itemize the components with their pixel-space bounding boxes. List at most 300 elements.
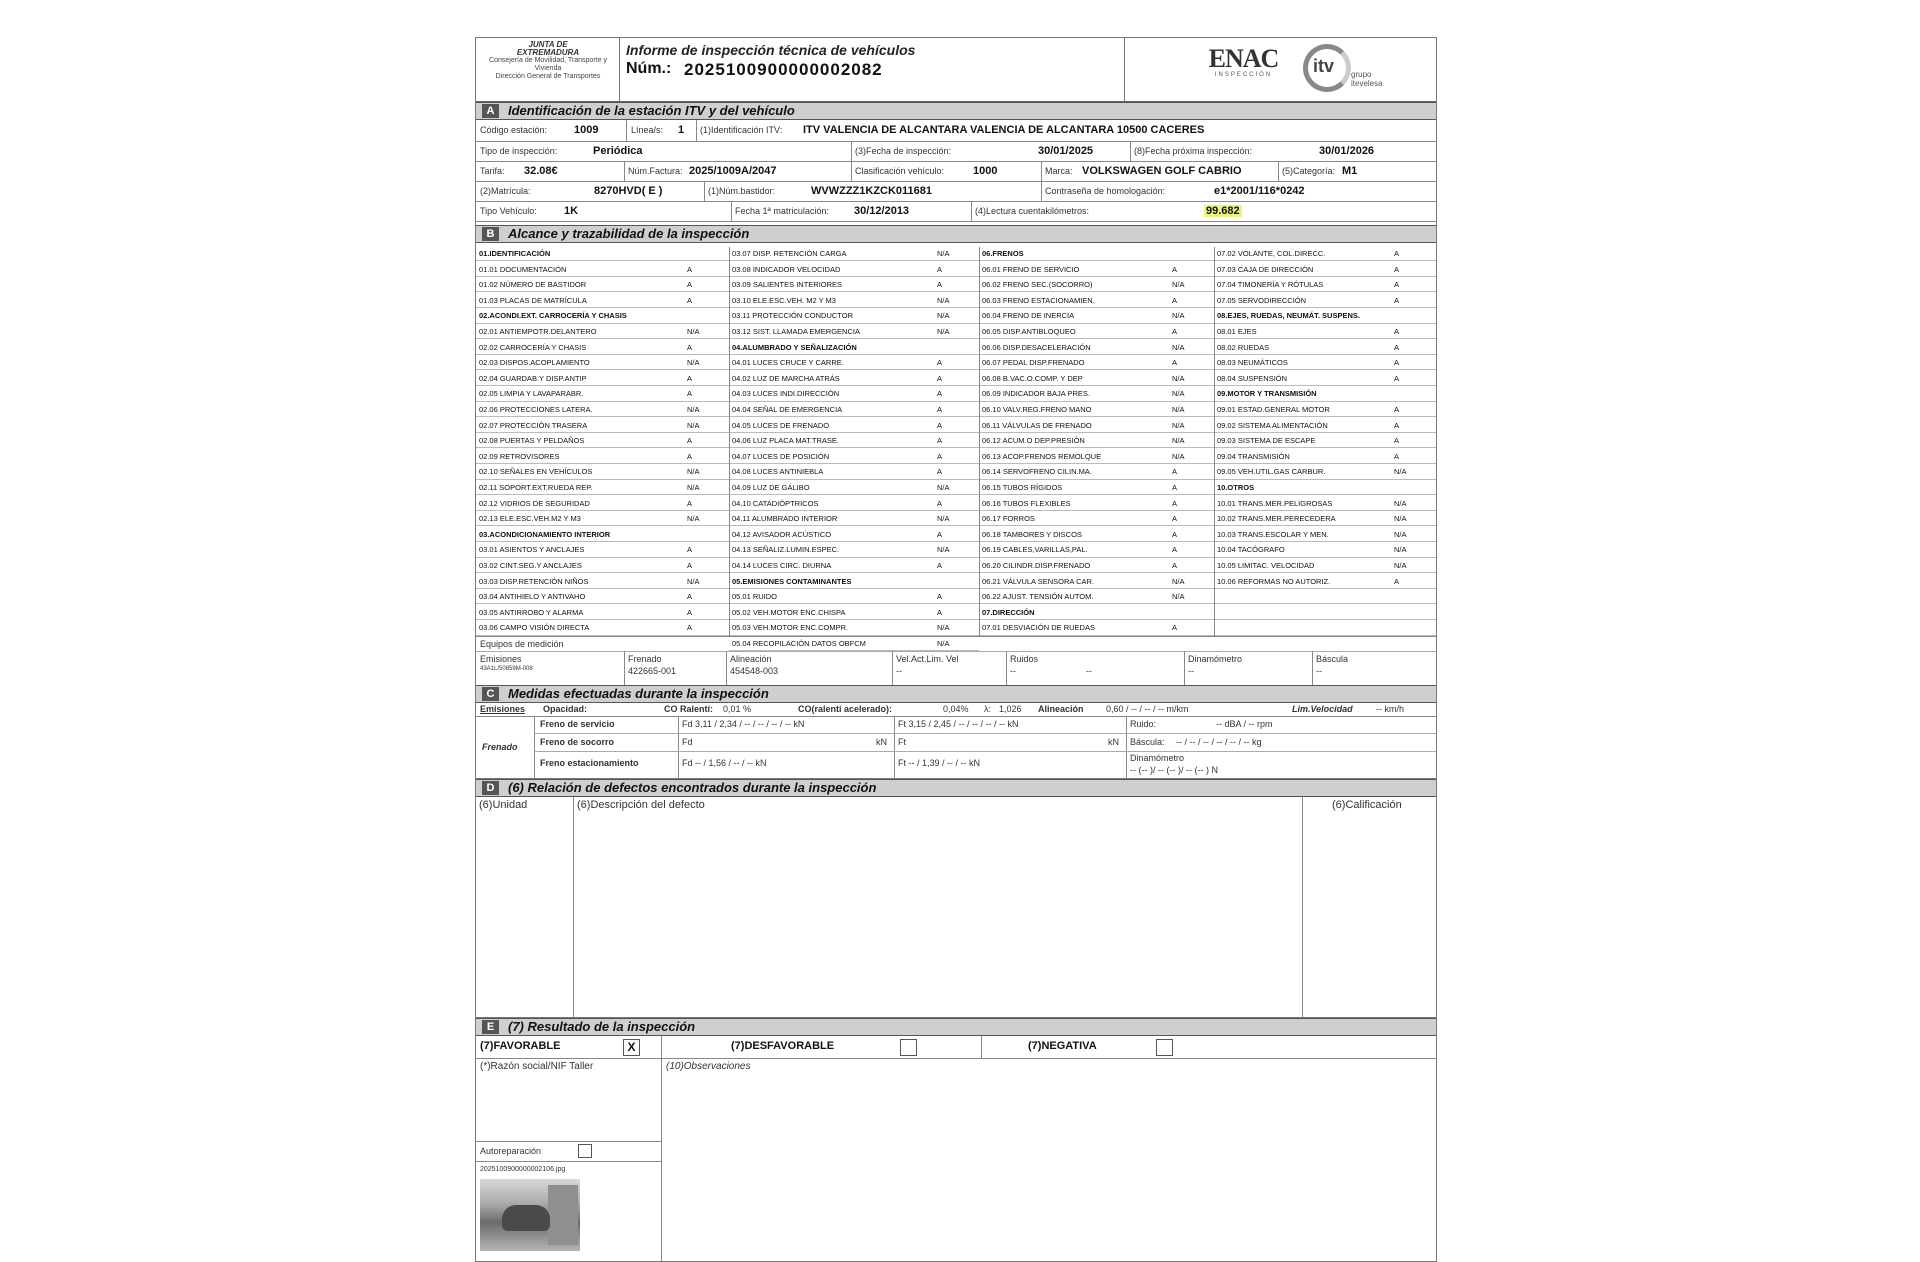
scope-item-label: 02.12 VIDRIOS DE SEGURIDAD bbox=[479, 498, 590, 508]
scope-item-result: A bbox=[687, 264, 693, 274]
scope-item-label: 09.05 VEH.UTIL.GAS CARBUR. bbox=[1217, 467, 1326, 477]
inspection-scope-table bbox=[476, 247, 1436, 648]
scope-item bbox=[729, 528, 979, 542]
scope-item-result: N/A bbox=[937, 327, 950, 336]
row-station: Código estación: 1009 Línea/s: 1 (1)Identificación ITV: ITV VALENCIA DE ALCANTARA VALENCIA DE ALCANTARA 10500 CACERES bbox=[476, 120, 1436, 142]
scope-item bbox=[476, 559, 729, 573]
scope-item-result: A bbox=[687, 498, 693, 508]
header-divider bbox=[619, 38, 620, 101]
scope-item-label: 05.02 VEH.MOTOR ENC.CHISPA bbox=[732, 607, 846, 617]
emissions-measurements: Emisiones Opacidad: CO Ralentí: 0,01 % CO(ralentí acelerado): 0,04% λ: 1,026 Alineación 0,60 / -- / -- / -- m/km Lim.Velocidad -- km/h bbox=[476, 703, 1436, 717]
row-plate: (2)Matrícula: 8270HVD( E ) (1)Núm.bastidor: WVWZZZ1KZCK011681 Contraseña de homologación: e1*2001/116*0242 bbox=[476, 182, 1436, 202]
scope-item bbox=[979, 434, 1214, 448]
scope-item-label: 07.01 DESVIACIÓN DE RUEDAS bbox=[982, 623, 1095, 633]
header-divider bbox=[1124, 38, 1125, 101]
scope-item-label: 09.04 TRANSMISIÓN bbox=[1217, 451, 1290, 461]
scope-item bbox=[729, 372, 979, 386]
scope-item-label: 06.21 VÁLVULA SENSORA CAR. bbox=[982, 576, 1094, 586]
scope-item-result: N/A bbox=[687, 483, 700, 492]
scope-item-label: 06.FRENOS bbox=[982, 249, 1024, 258]
scope-item bbox=[729, 356, 979, 370]
scope-item-label: 10.06 REFORMAS NO AUTORIZ. bbox=[1217, 576, 1331, 586]
scope-item-label: 01.01 DOCUMENTACIÓN bbox=[479, 264, 567, 274]
scope-item-result: A bbox=[937, 607, 943, 617]
scope-item bbox=[979, 528, 1214, 542]
vehicle-photo bbox=[480, 1179, 580, 1251]
scope-item bbox=[979, 465, 1214, 479]
scope-item-label: 03.03 DISP.RETENCIÓN NIÑOS bbox=[479, 576, 589, 586]
scope-item-label: 04.05 LUCES DE FRENADO bbox=[732, 420, 830, 430]
scope-item bbox=[979, 543, 1214, 557]
scope-item-label: 09.01 ESTAD.GENERAL MOTOR bbox=[1217, 405, 1330, 414]
braking-measurements: Frenado Freno de servicio Fd 3,11 / 2,34 / -- / -- / -- / -- kN Ft 3,15 / 2,45 / -- / -- / -- / -- kN Ruido: -- dBA / -- rpm Freno de socorro Fd kN Ft kN Báscula: -- / -- / -- / -- / -- / -- kg Freno estacionamiento Fd -- / 1,56 / -- / -- kN Ft -- / 1,39 / -- / -- kN Dinamómetro -- (-- )/ -- (-- )/ -- (-- ) N bbox=[476, 717, 1436, 779]
scope-item-label: 06.02 FRENO SEC.(SOCORRO) bbox=[982, 280, 1093, 290]
scope-item bbox=[476, 419, 729, 433]
scope-item-label: 04.07 LUCES DE POSICIÓN bbox=[732, 451, 830, 461]
scope-item-label: 02.11 SOPORT.EXT.RUEDA REP. bbox=[479, 483, 593, 492]
scope-item-result: A bbox=[937, 280, 943, 290]
scope-item bbox=[476, 512, 729, 526]
scope-item bbox=[979, 403, 1214, 417]
scope-item bbox=[979, 497, 1214, 511]
scope-item-label: 04.06 LUZ PLACA MAT.TRASE. bbox=[732, 436, 839, 446]
scope-item-label: 06.20 CILINDR.DISP.FRENADO bbox=[982, 561, 1091, 570]
scope-item-result: N/A bbox=[937, 295, 950, 305]
scope-item-result: A bbox=[687, 545, 693, 555]
scope-item-label: 04.09 LUZ DE GÁLIBO bbox=[732, 483, 810, 492]
scope-item-result: N/A bbox=[687, 576, 700, 586]
scope-item-label: 03.05 ANTIRROBO Y ALARMA bbox=[479, 607, 584, 617]
station-code: 1009 bbox=[574, 124, 599, 136]
scope-item-result: N/A bbox=[1172, 436, 1185, 446]
scope-item bbox=[476, 606, 729, 620]
scope-item-label: 04.ALUMBRADO Y SEÑALIZACIÓN bbox=[732, 342, 857, 352]
scope-item-result: N/A bbox=[687, 358, 700, 368]
scope-item-result: A bbox=[1172, 545, 1178, 555]
section-c-header: C Medidas efectuadas durante la inspección bbox=[476, 685, 1436, 703]
scope-item-label: 05.04 RECOPILACIÓN DATOS OBFCM bbox=[732, 639, 866, 648]
scope-item-label: 08.EJES, RUEDAS, NEUMÁT. SUSPENS. bbox=[1217, 311, 1360, 321]
scope-item-result: N/A bbox=[1394, 529, 1407, 539]
scope-item bbox=[979, 481, 1214, 495]
inspection-result-row: (7)FAVORABLE X (7)DESFAVORABLE (7)NEGATIVA bbox=[476, 1036, 1436, 1059]
scope-item-label: 06.03 FRENO ESTACIONAMIEN. bbox=[982, 295, 1095, 305]
scope-item bbox=[979, 575, 1214, 589]
scope-item-label: 06.01 FRENO DE SERVICIO bbox=[982, 264, 1080, 274]
scope-item bbox=[729, 497, 979, 511]
scope-item-result: N/A bbox=[937, 639, 950, 648]
scope-item-result: A bbox=[1394, 264, 1400, 274]
scope-item bbox=[729, 387, 979, 401]
scope-item-result: A bbox=[1394, 249, 1400, 258]
scope-item bbox=[1214, 247, 1436, 261]
scope-item-label: 04.01 LUCES CRUCE Y CARRE. bbox=[732, 358, 844, 368]
scope-item bbox=[1214, 450, 1436, 464]
scope-item-result: N/A bbox=[1394, 545, 1407, 555]
scope-item bbox=[476, 481, 729, 495]
car-image bbox=[502, 1205, 550, 1231]
scope-item-label: 01.03 PLACAS DE MATRÍCULA bbox=[479, 295, 587, 305]
scope-item-result: N/A bbox=[1172, 451, 1185, 461]
result-details: (*)Razón social/NIF Taller (10)Observaciones Autoreparación 2025100900000002106.jpg bbox=[476, 1059, 1436, 1261]
scope-item-label: 06.12 ACUM.O DEP.PRESIÓN bbox=[982, 436, 1085, 446]
scope-item-result: A bbox=[1172, 467, 1178, 477]
section-e-header: E (7) Resultado de la inspección bbox=[476, 1018, 1436, 1036]
scope-item-result: N/A bbox=[687, 514, 700, 524]
favorable-checkbox[interactable]: X bbox=[623, 1039, 640, 1056]
scope-item bbox=[476, 403, 729, 417]
scope-item bbox=[1214, 403, 1436, 417]
negativa-checkbox[interactable] bbox=[1156, 1039, 1173, 1056]
row-vehicle-type: Tipo Vehículo: 1K Fecha 1ª matriculación: 30/12/2013 (4)Lectura cuentakilómetros: 99.682 bbox=[476, 202, 1436, 222]
scope-item bbox=[979, 450, 1214, 464]
scope-item-result: A bbox=[687, 373, 693, 383]
scope-item-result: A bbox=[1394, 342, 1400, 352]
vehicle-make: VOLKSWAGEN GOLF CABRIO bbox=[1082, 165, 1242, 177]
scope-item bbox=[729, 606, 979, 620]
scope-item-label: 04.10 CATADIÓPTRICOS bbox=[732, 498, 819, 508]
scope-item-result: A bbox=[1172, 529, 1178, 539]
scope-item-result: A bbox=[937, 467, 943, 477]
scope-item-label: 04.04 SEÑAL DE EMERGENCIA bbox=[732, 405, 843, 414]
scope-item-result: A bbox=[1172, 561, 1178, 570]
scope-item bbox=[979, 341, 1214, 355]
scope-item-result: N/A bbox=[1172, 280, 1185, 290]
scope-item-label: 02.ACONDI.EXT. CARROCERÍA Y CHASIS bbox=[479, 311, 627, 321]
scope-item bbox=[1214, 543, 1436, 557]
scope-item-result: A bbox=[687, 389, 693, 399]
scope-item-label: 02.04 GUARDAB.Y DISP.ANTIP bbox=[479, 373, 587, 383]
scope-item-result: A bbox=[687, 342, 693, 352]
row-tariff: Tarifa: 32.08€ Núm.Factura: 2025/1009A/2047 Clasificación vehículo: 1000 Marca: VOLKSWAGEN GOLF CABRIO (5)Categoría: M1 bbox=[476, 162, 1436, 182]
scope-item bbox=[979, 606, 1214, 620]
scope-item-label: 06.05 DISP.ANTIBLOQUEO bbox=[982, 327, 1076, 336]
scope-item bbox=[476, 543, 729, 557]
enac-logo: ENAC INSPECCIÓN bbox=[1208, 44, 1279, 78]
scope-item-label: 05.EMISIONES CONTAMINANTES bbox=[732, 576, 852, 586]
scope-item-result: A bbox=[1394, 436, 1400, 446]
scope-item-result: A bbox=[937, 373, 943, 383]
scope-item bbox=[476, 621, 729, 635]
scope-item-result: A bbox=[937, 436, 943, 446]
scope-item bbox=[476, 278, 729, 292]
scope-item bbox=[476, 309, 729, 323]
scope-item-label: 04.11 ALUMBRADO INTERIOR bbox=[732, 514, 838, 524]
scope-item-result: N/A bbox=[937, 545, 950, 555]
scope-item-label: 03.01 ASIENTOS Y ANCLAJES bbox=[479, 545, 585, 555]
scope-item-result: A bbox=[937, 420, 943, 430]
scope-item-result: A bbox=[937, 264, 943, 274]
scope-item-result: A bbox=[687, 623, 693, 633]
scope-item-result: A bbox=[1394, 373, 1400, 383]
scope-item-result: N/A bbox=[1172, 420, 1185, 430]
scope-item-label: 03.09 SALIENTES INTERIORES bbox=[732, 280, 843, 290]
scope-item-result: A bbox=[1172, 498, 1178, 508]
scope-item-result: A bbox=[687, 280, 693, 290]
scope-item-label: 02.07 PROTECCIÓN TRASERA bbox=[479, 420, 588, 430]
odometer-reading: 99.682 bbox=[1206, 205, 1240, 217]
scope-item bbox=[979, 263, 1214, 277]
scope-item bbox=[476, 528, 729, 542]
scope-item bbox=[1214, 325, 1436, 339]
scope-item-result: A bbox=[687, 607, 693, 617]
scope-item-result: N/A bbox=[1172, 342, 1185, 352]
report-title: Informe de inspección técnica de vehículos bbox=[626, 42, 916, 58]
scope-item-label: 08.03 NEUMÁTICOS bbox=[1217, 358, 1288, 368]
scope-item-label: 02.01 ANTIEMPOTR.DELANTERO bbox=[479, 327, 597, 336]
scope-item-label: 06.13 ACOP.FRENOS REMOLQUE bbox=[982, 451, 1102, 461]
scope-item bbox=[476, 575, 729, 589]
scope-item-label: 06.17 FORROS bbox=[982, 514, 1035, 524]
scope-item-label: 07.03 CAJA DE DIRECCIÓN bbox=[1217, 264, 1314, 274]
scope-item-label: 08.02 RUEDAS bbox=[1217, 342, 1270, 352]
scope-item-result: A bbox=[937, 405, 943, 414]
scope-item-result: A bbox=[937, 498, 943, 508]
scope-item-label: 06.04 FRENO DE INERCIA bbox=[982, 311, 1075, 321]
scope-item bbox=[729, 543, 979, 557]
vin-number: WVWZZZ1KZCK011681 bbox=[811, 185, 933, 197]
scope-item-result: N/A bbox=[1394, 467, 1407, 477]
scope-item bbox=[729, 465, 979, 479]
scope-item-label: 06.18 TAMBORES Y DISCOS bbox=[982, 529, 1082, 539]
scope-item-label: 08.01 EJES bbox=[1217, 327, 1257, 336]
scope-item-label: 03.02 CINT.SEG.Y ANCLAJES bbox=[479, 561, 582, 570]
scope-item bbox=[979, 278, 1214, 292]
scope-item-result: A bbox=[1394, 327, 1400, 336]
scope-item-result: N/A bbox=[937, 311, 950, 321]
scope-item-label: 03.06 CAMPO VISIÓN DIRECTA bbox=[479, 623, 590, 633]
scope-item bbox=[476, 341, 729, 355]
scope-item bbox=[729, 590, 979, 604]
report-number: 2025100900000002082 bbox=[684, 60, 883, 79]
scope-item-result: A bbox=[1394, 576, 1400, 586]
scope-item bbox=[476, 465, 729, 479]
scope-item-label: 10.03 TRANS.ESCOLAR Y MEN. bbox=[1217, 529, 1329, 539]
scope-item-result: A bbox=[937, 561, 943, 570]
scope-item-result: A bbox=[1172, 514, 1178, 524]
scope-item bbox=[979, 247, 1214, 261]
scope-item-label: 04.14 LUCES CIRC. DIURNA bbox=[732, 561, 832, 570]
scope-item bbox=[1214, 372, 1436, 386]
scope-item-label: 10.04 TACÓGRAFO bbox=[1217, 545, 1285, 555]
scope-item bbox=[1214, 263, 1436, 277]
scope-item bbox=[729, 450, 979, 464]
scope-item bbox=[729, 621, 979, 635]
measurement-equipment: Equipos de medición Emisiones 43A1L/50859M-008 Frenado 422665-001 Alineación 454548-003 Vel.Act.Lim. Vel -- Ruidos -- -- Dinamómetro -- Báscula -- bbox=[476, 636, 1436, 687]
scope-item-label: 06.11 VÁLVULAS DE FRENADO bbox=[982, 420, 1092, 430]
scope-item bbox=[729, 575, 979, 589]
section-b-header: B Alcance y trazabilidad de la inspección bbox=[476, 225, 1436, 243]
scope-item bbox=[729, 481, 979, 495]
scope-item bbox=[476, 497, 729, 511]
scope-item-result: N/A bbox=[1172, 373, 1185, 383]
scope-item-label: 03.11 PROTECCIÓN CONDUCTOR bbox=[732, 311, 853, 321]
scope-item bbox=[979, 621, 1214, 635]
scope-item bbox=[729, 341, 979, 355]
section-d-header: D (6) Relación de defectos encontrados durante la inspección bbox=[476, 779, 1436, 797]
scope-item-result: A bbox=[687, 592, 693, 602]
scope-item bbox=[979, 512, 1214, 526]
scope-item-result: A bbox=[937, 358, 943, 368]
scope-item bbox=[1214, 341, 1436, 355]
scope-item bbox=[476, 450, 729, 464]
scope-item bbox=[476, 434, 729, 448]
scope-item bbox=[979, 325, 1214, 339]
desfavorable-checkbox[interactable] bbox=[900, 1039, 917, 1056]
scope-item-label: 03.ACONDICIONAMIENTO INTERIOR bbox=[479, 529, 611, 539]
scope-item bbox=[476, 372, 729, 386]
defects-table: (6)Unidad (6)Descripción del defecto (6)Calificación bbox=[476, 797, 1436, 1018]
scope-item bbox=[476, 294, 729, 308]
scope-item-label: 10.05 LIMITAC. VELOCIDAD bbox=[1217, 561, 1315, 570]
junta-extremadura-logo: JUNTA DE EXTREMADURA Consejería de Movilidad, Transporte y Vivienda Dirección General de Transportes bbox=[489, 40, 607, 80]
row-inspection-type: Tipo de inspección: Periódica (3)Fecha de inspección: 30/01/2025 (8)Fecha próxima inspección: 30/01/2026 bbox=[476, 142, 1436, 162]
license-plate: 8270HVD( E ) bbox=[594, 185, 663, 197]
scope-item-result: A bbox=[1394, 295, 1400, 305]
scope-item bbox=[979, 356, 1214, 370]
scope-item bbox=[729, 278, 979, 292]
scope-item bbox=[1214, 481, 1436, 495]
scope-item bbox=[729, 434, 979, 448]
scope-item bbox=[1214, 512, 1436, 526]
scope-item-label: 10.02 TRANS.MER.PERECEDERA bbox=[1217, 514, 1336, 524]
scope-item-result: A bbox=[1172, 483, 1178, 492]
scope-item bbox=[1214, 621, 1436, 635]
scope-item-label: 09.MOTOR Y TRANSMISIÓN bbox=[1217, 389, 1317, 399]
scope-item bbox=[1214, 419, 1436, 433]
scope-item-label: 03.08 INDICADOR VELOCIDAD bbox=[732, 264, 841, 274]
scope-item bbox=[476, 263, 729, 277]
scope-item-result: A bbox=[687, 561, 693, 570]
scope-item-label: 06.08 B.VAC.O.COMP. Y DEP bbox=[982, 373, 1083, 383]
scope-item bbox=[1214, 465, 1436, 479]
next-inspection-date: 30/01/2026 bbox=[1319, 145, 1375, 157]
scope-item-label: 07.05 SERVODIRECCIÓN bbox=[1217, 295, 1307, 305]
scope-item-result: N/A bbox=[1394, 561, 1407, 570]
scope-item-label: 03.04 ANTIHIELO Y ANTIVAHO bbox=[479, 592, 586, 602]
scope-item-result: A bbox=[1394, 405, 1400, 414]
scope-item-result: A bbox=[1394, 451, 1400, 461]
scope-item bbox=[1214, 606, 1436, 620]
scope-item-result: N/A bbox=[1172, 389, 1185, 399]
scope-item-label: 04.02 LUZ DE MARCHA ATRÁS bbox=[732, 373, 840, 383]
scope-item-result: N/A bbox=[937, 514, 950, 524]
scope-item bbox=[979, 559, 1214, 573]
scope-item-result: N/A bbox=[1172, 405, 1185, 414]
section-a-header: A Identificación de la estación ITV y del vehículo bbox=[476, 102, 1436, 120]
scope-item-result: N/A bbox=[1394, 498, 1407, 508]
scope-item-result: A bbox=[937, 592, 943, 602]
scope-item bbox=[729, 559, 979, 573]
scope-item-result: A bbox=[687, 451, 693, 461]
scope-item bbox=[979, 372, 1214, 386]
itv-identification: ITV VALENCIA DE ALCANTARA VALENCIA DE ALCANTARA 10500 CACERES bbox=[803, 124, 1205, 136]
scope-item bbox=[979, 309, 1214, 323]
scope-item-result: A bbox=[937, 389, 943, 399]
scope-item bbox=[729, 247, 979, 261]
scope-item-result: N/A bbox=[687, 420, 700, 430]
scope-item-label: 02.02 CARROCERÍA Y CHASIS bbox=[479, 342, 587, 352]
scope-item bbox=[1214, 528, 1436, 542]
scope-item bbox=[476, 356, 729, 370]
scope-item-label: 02.08 PUERTAS Y PELDAÑOS bbox=[479, 436, 585, 446]
scope-item-label: 06.07 PEDAL DISP.FRENADO bbox=[982, 358, 1085, 368]
scope-item-label: 07.DIRECCIÓN bbox=[982, 607, 1035, 617]
scope-item-label: 04.08 LUCES ANTINIEBLA bbox=[732, 467, 824, 477]
scope-item bbox=[1214, 309, 1436, 323]
itv-logo: itv grupo itevelesa bbox=[1303, 44, 1373, 96]
scope-item bbox=[1214, 590, 1436, 604]
scope-item-label: 03.10 ELE.ESC.VEH. M2 Y M3 bbox=[732, 295, 836, 305]
scope-item bbox=[729, 403, 979, 417]
scope-item bbox=[729, 512, 979, 526]
scope-item-label: 07.02 VOLANTE, COL.DIRECC. bbox=[1217, 249, 1326, 258]
scope-item-label: 06.10 VALV.REG.FRENO MANO bbox=[982, 405, 1092, 414]
scope-item-label: 09.02 SISTEMA ALIMENTACIÓN bbox=[1217, 420, 1328, 430]
scope-item-result: N/A bbox=[687, 467, 700, 477]
scope-item bbox=[729, 419, 979, 433]
scope-item-label: 06.22 AJUST. TENSIÓN AUTOM. bbox=[982, 592, 1094, 602]
scope-item-result: A bbox=[1394, 420, 1400, 430]
scope-item-result: A bbox=[937, 451, 943, 461]
scope-item-label: 09.03 SISTEMA DE ESCAPE bbox=[1217, 436, 1316, 446]
scope-item-label: 10.OTROS bbox=[1217, 483, 1255, 492]
scope-item bbox=[1214, 559, 1436, 573]
scope-item-label: 02.03 DISPOS.ACOPLAMIENTO bbox=[479, 358, 590, 368]
scope-item-result: A bbox=[1172, 623, 1178, 633]
scope-item bbox=[979, 294, 1214, 308]
scope-item-label: 06.09 INDICADOR BAJA PRES. bbox=[982, 389, 1090, 399]
inspection-date: 30/01/2025 bbox=[1038, 145, 1094, 157]
scope-item bbox=[1214, 497, 1436, 511]
scope-item bbox=[729, 309, 979, 323]
scope-item bbox=[1214, 575, 1436, 589]
report-header bbox=[476, 38, 1436, 102]
scope-item-result: A bbox=[1172, 327, 1178, 336]
scope-item-label: 01.IDENTIFICACIÓN bbox=[479, 249, 551, 258]
scope-item-label: 04.03 LUCES INDI.DIRECCIÓN bbox=[732, 389, 840, 399]
scope-item bbox=[1214, 294, 1436, 308]
scope-item-result: N/A bbox=[937, 249, 950, 258]
scope-item-label: 05.01 RUIDO bbox=[732, 592, 778, 602]
scope-item-label: 04.12 AVISADOR ACÚSTICO bbox=[732, 529, 832, 539]
scope-item-label: 10.01 TRANS.MER.PELIGROSAS bbox=[1217, 498, 1333, 508]
report-number-label: Núm.: bbox=[626, 60, 672, 77]
scope-item bbox=[729, 263, 979, 277]
scope-item-result: A bbox=[687, 295, 693, 305]
scope-item-result: N/A bbox=[1172, 311, 1185, 321]
scope-item bbox=[729, 325, 979, 339]
scope-item-label: 02.09 RETROVISORES bbox=[479, 451, 560, 461]
scope-item-label: 03.12 SIST. LLAMADA EMERGENCIA bbox=[732, 327, 860, 336]
scope-item-label: 02.06 PROTECCIONES LATERA. bbox=[479, 405, 593, 414]
scope-item-result: N/A bbox=[687, 327, 700, 336]
scope-item bbox=[476, 387, 729, 401]
scope-item bbox=[1214, 356, 1436, 370]
scope-item-label: 06.14 SERVOFRENO CILIN.MA. bbox=[982, 467, 1092, 477]
scope-item-label: 03.07 DISP. RETENCIÓN CARGA bbox=[732, 249, 847, 258]
scope-item-result: N/A bbox=[937, 623, 950, 633]
scope-item-label: 06.19 CABLES,VARILLAS,PAL. bbox=[982, 545, 1088, 555]
inspection-report-page bbox=[475, 37, 1437, 1262]
autoreparacion-checkbox[interactable] bbox=[578, 1144, 592, 1158]
scope-item-label: 06.16 TUBOS FLEXIBLES bbox=[982, 498, 1071, 508]
scope-item bbox=[1214, 387, 1436, 401]
scope-item-result: N/A bbox=[1172, 576, 1185, 586]
scope-item bbox=[979, 419, 1214, 433]
scope-item bbox=[979, 590, 1214, 604]
scope-item-result: A bbox=[1394, 358, 1400, 368]
